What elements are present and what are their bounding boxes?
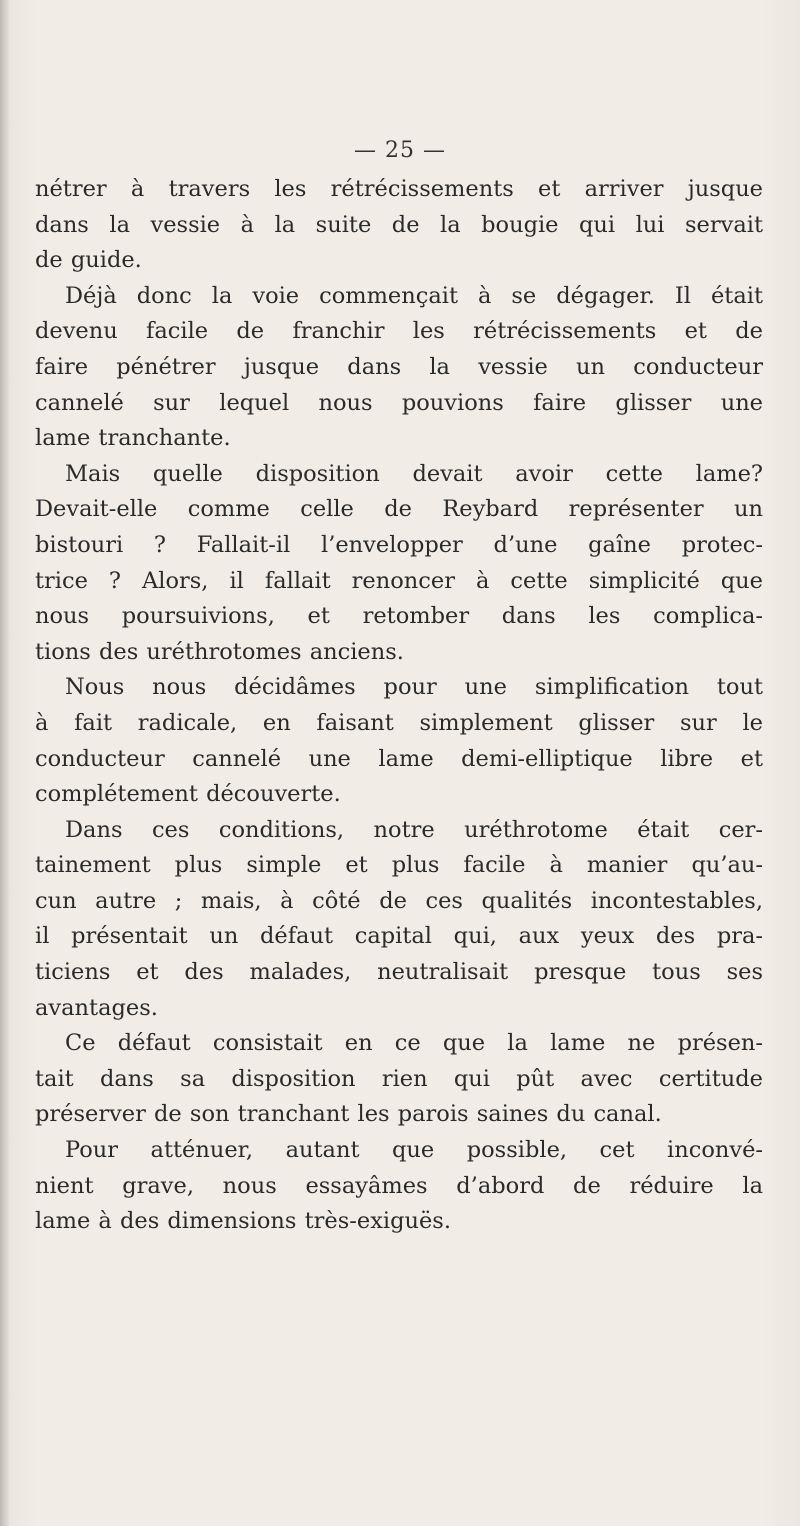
text-line: cun autre ; mais, à côté de ces qualités incontestables, xyxy=(35,887,763,914)
text-line: Dans ces conditions, notre uréthrotome était cer- xyxy=(65,816,763,843)
text-line: préserver de son tranchant les parois saines du canal. xyxy=(35,1101,662,1128)
binding-edge xyxy=(0,0,10,1526)
paragraph xyxy=(35,457,763,671)
text-line: lame tranchante. xyxy=(35,425,231,452)
paragraph xyxy=(35,1026,763,1133)
page-number: — 25 — xyxy=(354,138,446,163)
text-line: Devait-elle comme celle de Reybard représenter un xyxy=(35,496,763,523)
text-line: Nous nous décidâmes pour une simplification tout xyxy=(65,674,763,701)
text-line: Mais quelle disposition devait avoir cette lame? xyxy=(65,460,763,487)
text-line: cannelé sur lequel nous pouvions faire glisser une xyxy=(35,389,763,416)
text-line: dans la vessie à la suite de la bougie qui lui servait xyxy=(35,211,763,238)
text-line: Déjà donc la voie commençait à se dégager. Il était xyxy=(65,282,763,309)
paragraph xyxy=(35,670,763,812)
paragraph xyxy=(35,172,763,279)
text-line: complétement découverte. xyxy=(35,781,341,808)
paragraph xyxy=(35,279,763,457)
text-line: tait dans sa disposition rien qui pût avec certitude xyxy=(35,1065,763,1092)
text-line: bistouri ? Fallait-il l’envelopper d’une gaîne protec- xyxy=(35,531,763,558)
text-line: ticiens et des malades, neutralisait presque tous ses xyxy=(35,959,763,986)
text-line: lame à des dimensions très-exiguës. xyxy=(35,1208,451,1235)
text-line: conducteur cannelé une lame demi-elliptique libre et xyxy=(35,745,763,772)
text-line: nient grave, nous essayâmes d’abord de réduire la xyxy=(35,1172,763,1199)
text-line: devenu facile de franchir les rétrécissements et de xyxy=(35,318,763,345)
text-line: tainement plus simple et plus facile à manier qu’au- xyxy=(35,852,763,879)
text-line: trice ? Alors, il fallait renoncer à cette simplicité que xyxy=(35,567,763,594)
text-line: il présentait un défaut capital qui, aux yeux des pra- xyxy=(35,923,763,950)
text-line: à fait radicale, en faisant simplement glisser sur le xyxy=(35,709,763,736)
text-line: de guide. xyxy=(35,247,142,274)
paragraph xyxy=(35,813,763,1027)
body-text xyxy=(35,172,763,1240)
text-line: nous poursuivions, et retomber dans les complica- xyxy=(35,603,763,630)
text-line: tions des uréthrotomes anciens. xyxy=(35,638,404,665)
text-line: avantages. xyxy=(35,994,158,1021)
paragraph xyxy=(35,1133,763,1240)
text-line: nétrer à travers les rétrécissements et arriver jusque xyxy=(35,176,763,202)
text-line: faire pénétrer jusque dans la vessie un conducteur xyxy=(35,353,763,380)
text-line: Ce défaut consistait en ce que la lame ne présen- xyxy=(65,1030,763,1057)
text-line: Pour atténuer, autant que possible, cet inconvé- xyxy=(65,1137,763,1164)
